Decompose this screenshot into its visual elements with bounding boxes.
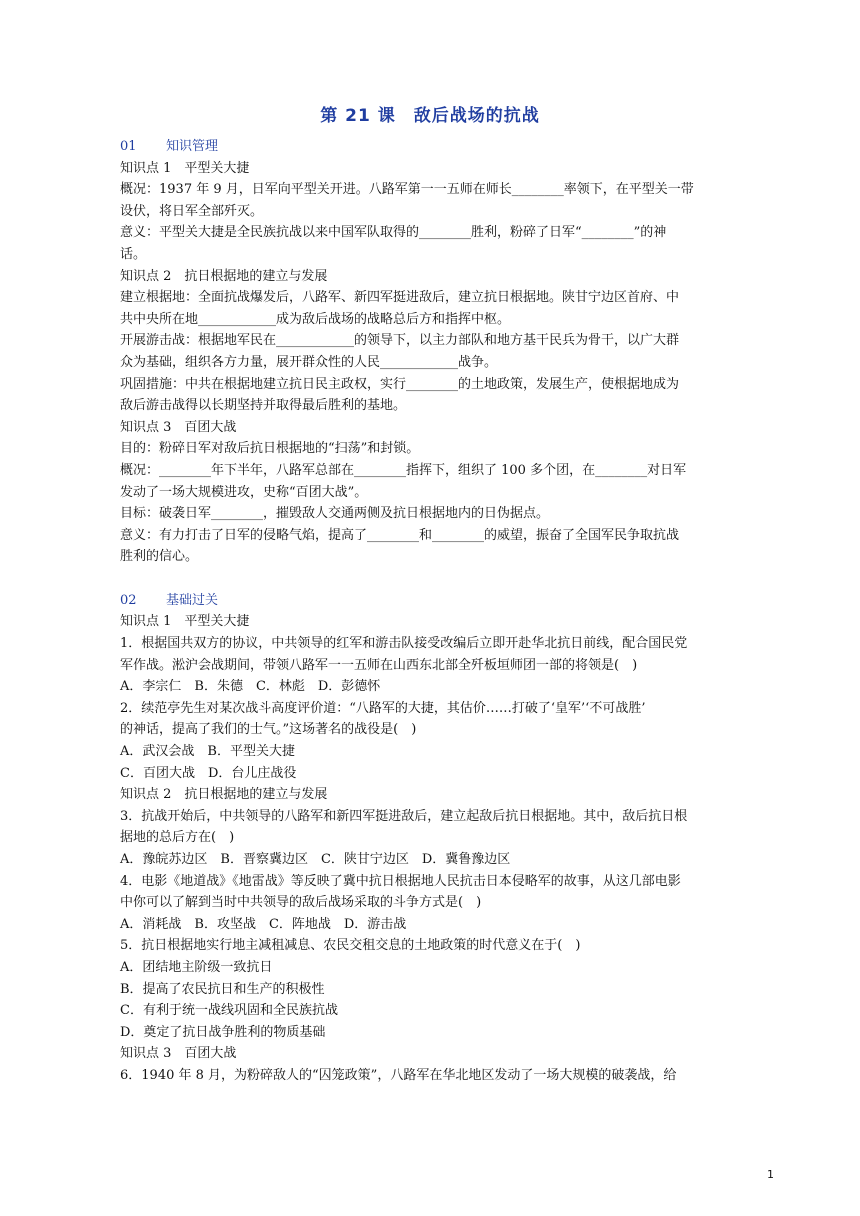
text-line: 众为基础，组织各方力量，展开群众性的人民____________战争。 [120, 354, 498, 370]
text-line: 知识点 3 百团大战 [120, 419, 237, 435]
text-line: 敌后游击战得以长期坚持并取得最后胜利的基地。 [120, 398, 407, 414]
text-line: 5．抗日根据地实行地主减租减息、农民交租交息的土地政策的时代意义在于( ) [120, 938, 581, 954]
text-line: 1．根据国共双方的协议，中共领导的红军和游击队接受改编后立即开赴华北抗日前线，配合国民党 [120, 636, 688, 652]
text-line: 发动了一场大规模进攻，史称“百团大战”。 [120, 484, 368, 500]
text-line: 目标：破袭日军________，摧毁敌人交通两侧及抗日根据地内的日伪据点。 [120, 506, 550, 522]
text-line: C．百团大战 D．台儿庄战役 [120, 765, 297, 781]
text-line: A．团结地主阶级一致抗日 [120, 959, 273, 975]
text-line: 知识点 1 平型关大捷 [120, 614, 250, 630]
text-line: A．武汉会战 B．平型关大捷 [120, 744, 295, 760]
text-line: A．李宗仁 B．朱德 C．林彪 D．彭德怀 [120, 679, 381, 695]
text-line: D．奠定了抗日战争胜利的物质基础 [120, 1024, 326, 1040]
text-line: 目的：粉碎日军对敌后抗日根据地的“扫荡”和封锁。 [120, 441, 420, 457]
text-line: 的神话，提高了我们的士气。”这场著名的战役是( ) [120, 722, 417, 738]
text-line: 6．1940 年 8 月，为粉碎敌人的“囚笼政策”，八路军在华北地区发动了一场大规模的破袭战，给 [120, 1067, 677, 1083]
section-number: 02 [120, 592, 137, 608]
text-line: 意义：平型关大捷是全民族抗战以来中国军队取得的________胜利，粉碎了日军“________”的神 [120, 225, 667, 241]
text-line: 胜利的信心。 [120, 549, 199, 565]
text-line: A．豫皖苏边区 B．晋察冀边区 C．陕甘宁边区 D．冀鲁豫边区 [120, 852, 511, 867]
text-line: 设伏，将日军全部歼灭。 [120, 203, 264, 219]
lesson-title: 第 21 课 敌后战场的抗战 [320, 106, 540, 126]
text-line: C．有利于统一战线巩固和全民族抗战 [120, 1003, 338, 1019]
basics-section [120, 611, 780, 1086]
text-line: 共中央所在地____________成为敌后战场的战略总后方和指挥中枢。 [120, 311, 511, 327]
page-number: 1 [767, 1168, 774, 1181]
text-line: 知识点 2 抗日根据地的建立与发展 [120, 787, 328, 803]
text-line: A．消耗战 B．攻坚战 C．阵地战 D．游击战 [120, 916, 407, 932]
section-label: 知识管理 [166, 139, 219, 154]
section-number: 01 [120, 139, 137, 154]
text-line: 意义：有力打击了日军的侵略气焰，提高了________和________的威望，振奋了全国军民争取抗战 [120, 527, 680, 543]
text-line: B．提高了农民抗日和生产的积极性 [120, 981, 325, 997]
text-line: 军作战。淞沪会战期间，带领八路军一一五师在山西东北部全歼板垣师团一部的将领是( ) [120, 657, 638, 673]
text-line: 3．抗战开始后，中共领导的八路军和新四军挺进敌后，建立起敌后抗日根据地。其中，敌后抗日根 [120, 808, 688, 824]
section-label: 基础过关 [166, 592, 219, 608]
text-line: 巩固措施：中共在根据地建立抗日民主政权，实行________的土地政策，发展生产，使根据地成为 [120, 376, 680, 392]
text-line: 概况：1937 年 9 月，日军向平型关开进。八路军第一一五师在师长________率领下，在平型关一带 [120, 182, 694, 198]
text-line: 概况：________年下半年，八路军总部在________指挥下，组织了 100 多个团，在________对日军 [120, 462, 687, 478]
section-heading-basics [120, 590, 780, 612]
text-line: 4．电影《地道战》《地雷战》等反映了冀中抗日根据地人民抗击日本侵略军的故事，从这几部电影 [120, 873, 681, 889]
text-line: 据地的总后方在( ) [120, 830, 235, 846]
text-line: 开展游击战：根据地军民在____________的领导下，以主力部队和地方基干民兵为骨干，以广大群 [120, 333, 680, 349]
document-body [120, 136, 780, 1087]
text-line: 话。 [120, 246, 147, 262]
text-line: 知识点 3 百团大战 [120, 1046, 237, 1062]
text-line: 知识点 2 抗日根据地的建立与发展 [120, 268, 328, 284]
text-line: 中你可以了解到当时中共领导的敌后战场采取的斗争方式是( ) [120, 895, 482, 911]
text-line: 知识点 1 平型关大捷 [120, 160, 250, 176]
knowledge-section [120, 158, 780, 568]
text-line: 2．续范亭先生对某次战斗高度评价道：“八路军的大捷，其估价……打破了‘皇军’‘不可战胜’ [120, 700, 646, 716]
section-gap [120, 568, 780, 590]
section-heading-knowledge [120, 136, 780, 158]
text-line: 建立根据地：全面抗战爆发后，八路军、新四军挺进敌后，建立抗日根据地。陕甘宁边区首府、中 [120, 290, 680, 306]
